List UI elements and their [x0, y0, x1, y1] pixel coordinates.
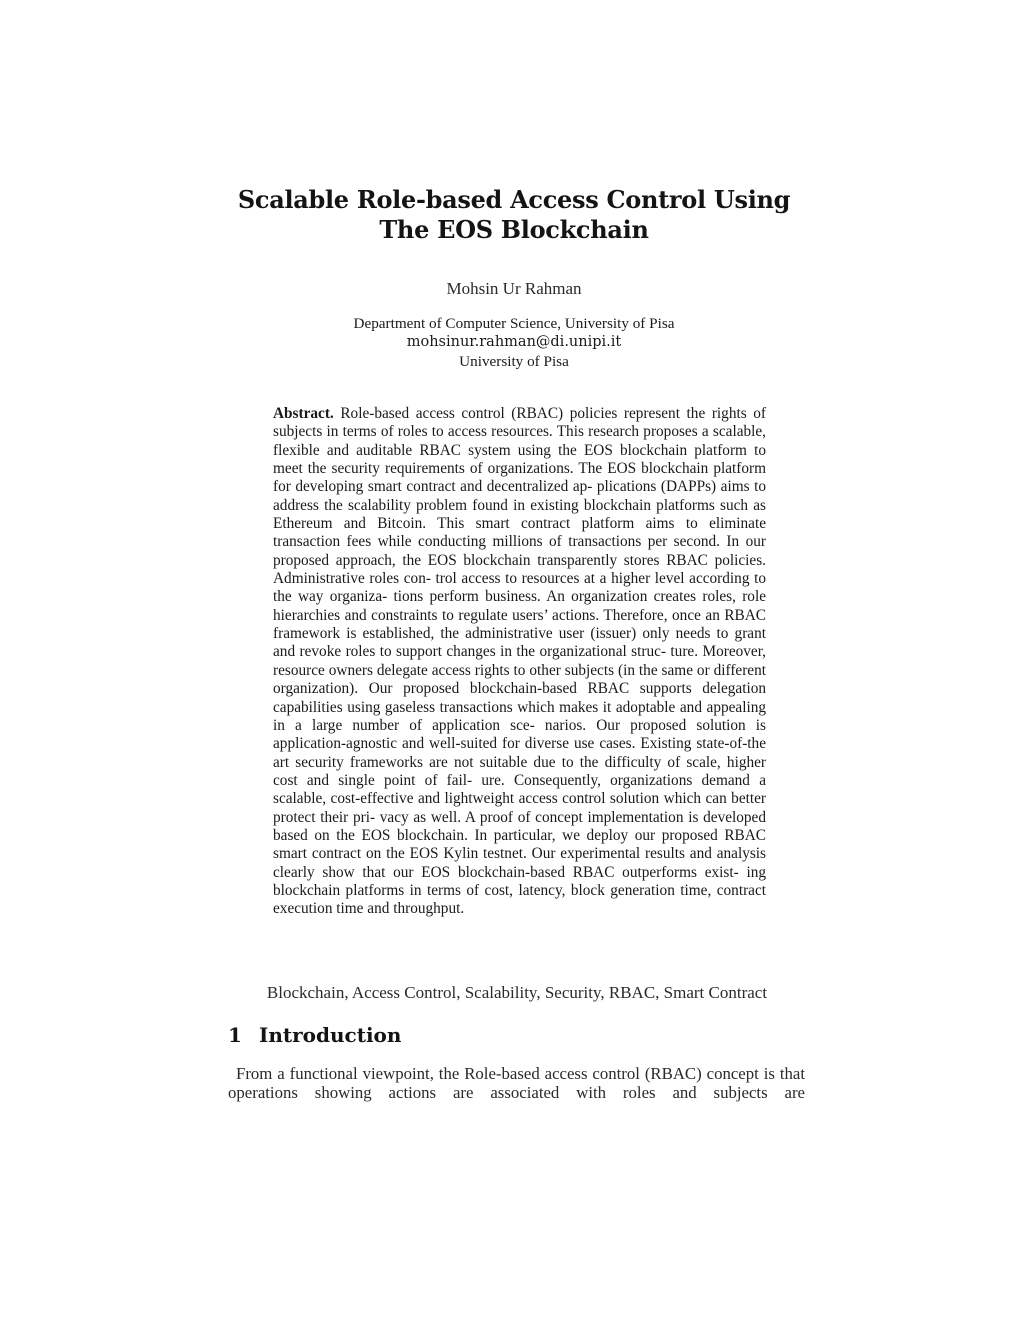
affiliation-block: [212, 314, 816, 371]
intro-paragraph: From a functional viewpoint, the Role-based access control (RBAC) concept is that operations showing actions are associated with roles and subjects are: [228, 1064, 805, 1102]
abstract-label: Abstract.: [273, 405, 334, 422]
abstract-text: Role-based access control (RBAC) policies represent the rights of subjects in terms of roles to access resources. This research proposes a scalable, flexible and auditable RBAC system using the EOS blockchain platform to meet the security requirements of organizations. The EOS blockchain platform for developing smart contract and decentralized ap- plications (DAPPs) aims to address the scalability problem found in existing blockchain platforms such as Ethereum and Bitcoin. This smart contract platform aims to eliminate transaction fees while conducting millions of transactions per second. In our proposed approach, the EOS blockchain transparently stores RBAC policies. Administrative roles con- trol access to resources at a higher level according to the way organiza- tions perform business. An organization creates roles, role hierarchies and constraints to regulate users’ actions. Therefore, once an RBAC framework is established, the administrative user (issuer) only needs to grant and revoke roles to support changes in the organizational struc- ture. Moreover, resource owners delegate access rights to other subjects (in the same or different organization). Our proposed blockchain-based RBAC supports delegation capabilities using gaseless transactions which makes it adoptable and appealing in a large number of application sce- narios. Our proposed solution is application-agnostic and well-suited for diverse use cases. Existing state-of-the art security frameworks are not suitable due to the difficulty of scale, higher cost and single point of fail- ure. Consequently, organizations demand a scalable, cost-effective and lightweight access control solution which can better protect their pri- vacy as well. A proof of concept implementation is developed based on the EOS blockchain. In particular, we deploy our proposed RBAC smart contract on the EOS Kylin testnet. Our experimental results and analysis clearly show that our EOS blockchain-based RBAC outperforms exist- ing blockchain platforms in terms of cost, latency, block generation time, contract execution time and throughput.: [273, 405, 766, 918]
keywords: Blockchain, Access Control, Scalability, Security, RBAC, Smart Contract: [266, 983, 768, 1002]
paper-title: Scalable Role-based Access Control Using The EOS Blockchain: [237, 185, 791, 244]
author-name: Mohsin Ur Rahman: [446, 279, 582, 298]
section-number: 1: [228, 1023, 242, 1047]
affiliation-university: University of Pisa: [459, 353, 569, 370]
author-email: mohsinur.rahman@di.unipi.it: [406, 334, 622, 350]
section-title: Introduction: [259, 1023, 402, 1047]
affiliation-department: Department of Computer Science, University of Pisa: [353, 315, 675, 332]
abstract: [273, 405, 766, 919]
section-heading: [228, 1023, 401, 1047]
